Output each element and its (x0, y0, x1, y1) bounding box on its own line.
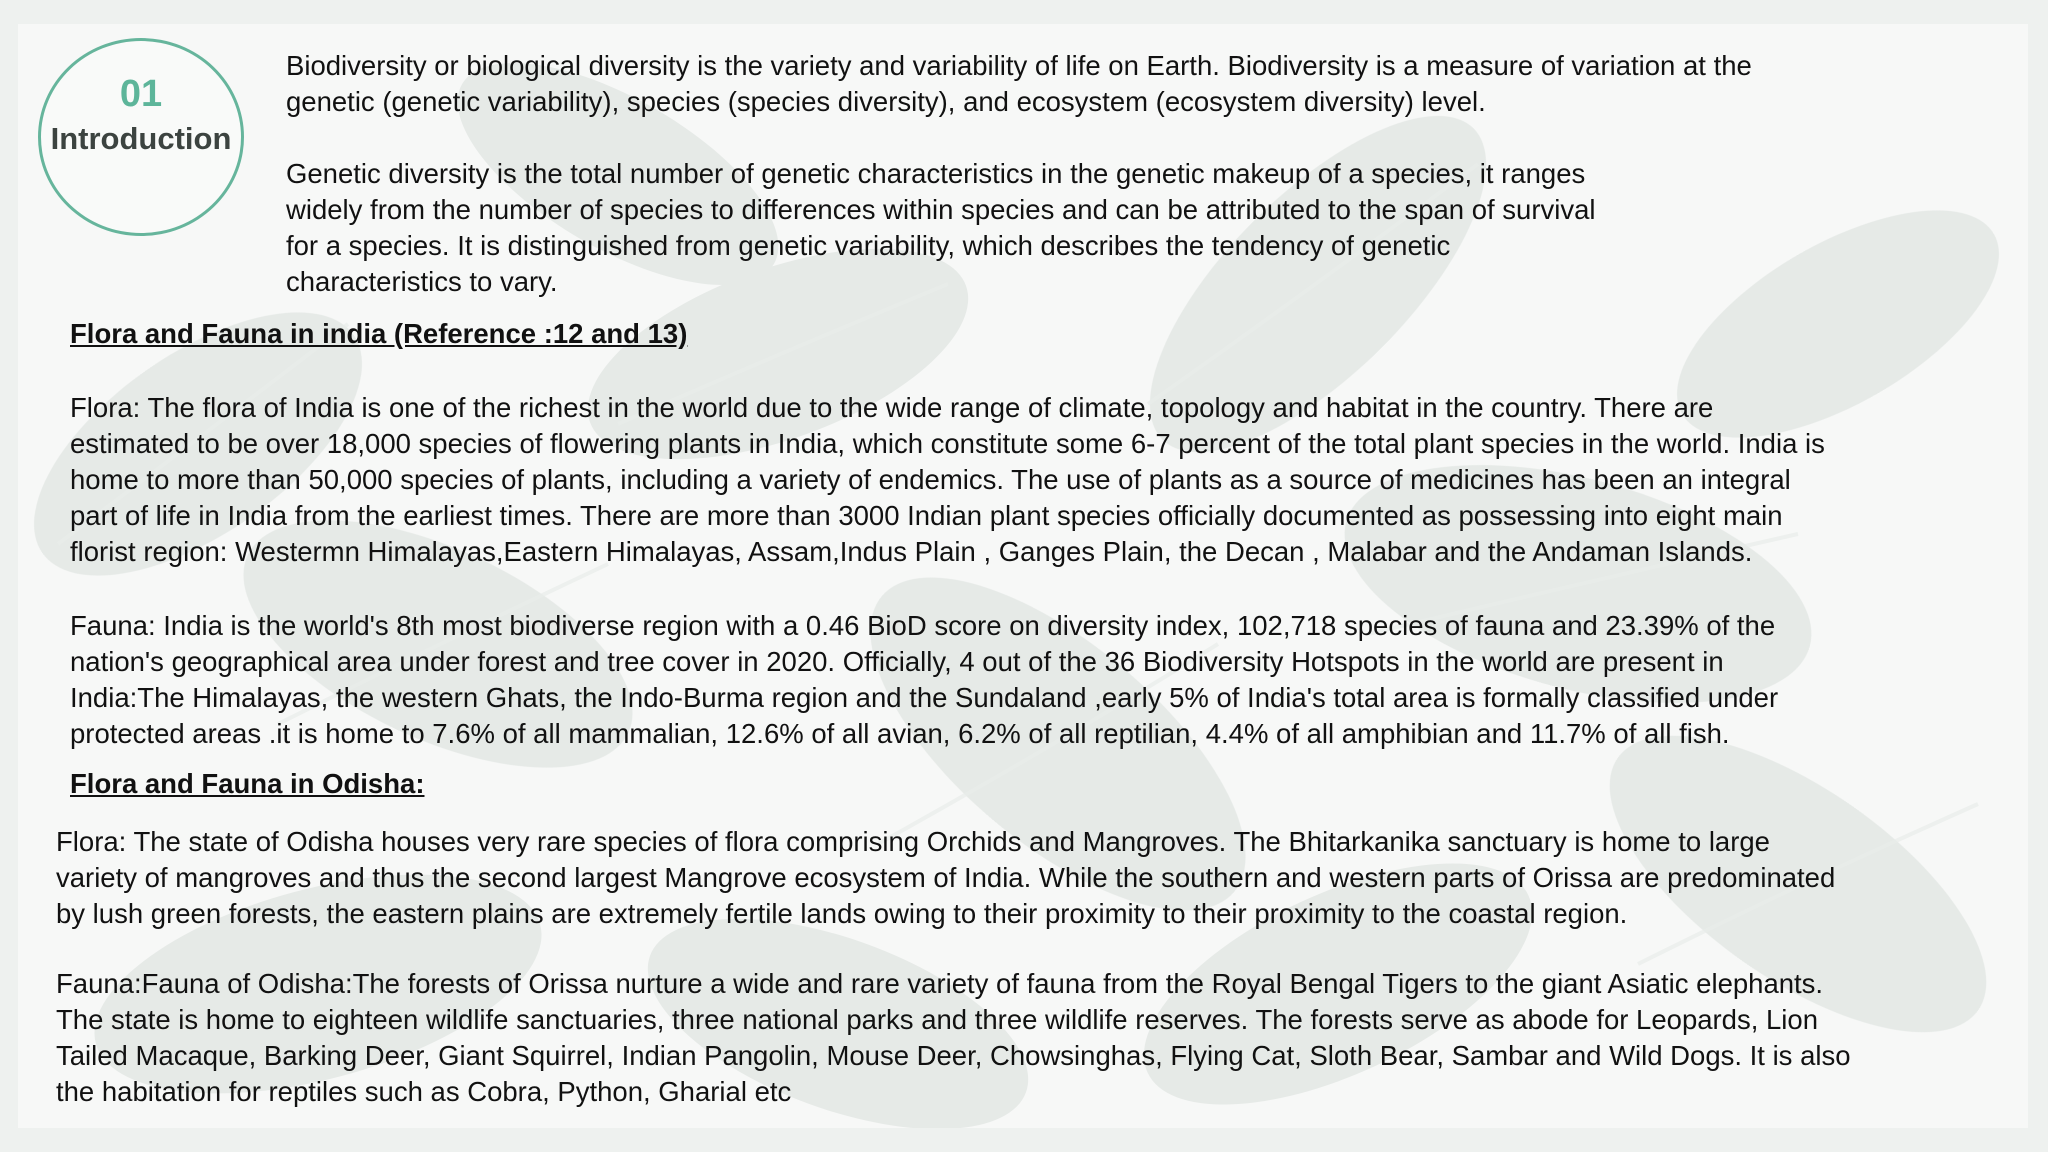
intro-paragraph-biodiversity: Biodiversity or biological diversity is the variety and variability of life on Earth. Biodiversity is a measure of variation at the genetic (genetic variability), species (species diversity), and ecosystem (ecosystem diversity) level. (286, 50, 1752, 117)
section-title: Introduction (50, 121, 232, 156)
section-badge (38, 38, 244, 236)
section-number: 01 (119, 73, 163, 115)
india-heading: Flora and Fauna in india (Reference :12 and 13) (70, 318, 688, 349)
slide (18, 24, 2028, 1128)
odisha-fauna-paragraph: Fauna:Fauna of Odisha:The forests of Orissa nurture a wide and rare variety of fauna from the Royal Bengal Tigers to the giant Asiatic elephants. The state is home to eighteen wildlife sanctuaries, three national parks and three wildlife reserves. The forests serve as abode for Leopards, Lion Tailed Macaque, Barking Deer, Giant Squirrel, Indian Pangolin, Mouse Deer, Chowsinghas, Flying Cat, Sloth Bear, Sambar and Wild Dogs. It is also the habitation for reptiles such as Cobra, Python, Gharial etc (56, 968, 1851, 1107)
odisha-flora-paragraph: Flora: The state of Odisha houses very rare species of flora comprising Orchids and Mangroves. The Bhitarkanika sanctuary is home to large variety of mangroves and thus the second largest Mangrove ecosystem of India. While the southern and western parts of Orissa are predominated by lush green forests, the eastern plains are extremely fertile lands owing to their proximity to their proximity to the coastal region. (56, 826, 1836, 929)
india-fauna-paragraph: Fauna: India is the world's 8th most biodiverse region with a 0.46 BioD score on diversity index, 102,718 species of fauna and 23.39% of the nation's geographical area under forest and tree cover in 2020. Officially, 4 out of the 36 Biodiversity Hotspots in the world are present in India:The Himalayas, the western Ghats, the Indo-Burma region and the Sundaland ,early 5% of India's total area is formally classified under protected areas .it is home to 7.6% of all mammalian, 12.6% of all avian, 6.2% of all reptilian, 4.4% of all amphibian and 11.7% of all fish. (70, 610, 1779, 749)
slide-content (18, 24, 2028, 1128)
india-flora-paragraph: Flora: The flora of India is one of the richest in the world due to the wide range of climate, topology and habitat in the country. There are estimated to be over 18,000 species of flowering plants in India, which constitute some 6-7 percent of the total plant species in the world. India is home to more than 50,000 species of plants, including a variety of endemics. The use of plants as a source of medicines has been an integral part of life in India from the earliest times. There are more than 3000 Indian plant species officially documented as possessing into eight main florist region: Westermn Himalayas,Eastern Himalayas, Assam,Indus Plain , Ganges Plain, the Decan , Malabar and the Andaman Islands. (70, 392, 1825, 567)
odisha-heading: Flora and Fauna in Odisha: (70, 768, 425, 799)
intro-paragraph-genetic-diversity: Genetic diversity is the total number of genetic characteristics in the genetic makeup of a species, it ranges widely from the number of species to differences within species and can be attributed to the span of survival for a species. It is distinguished from genetic variability, which describes the tendency of genetic characteristics to vary. (286, 158, 1596, 297)
